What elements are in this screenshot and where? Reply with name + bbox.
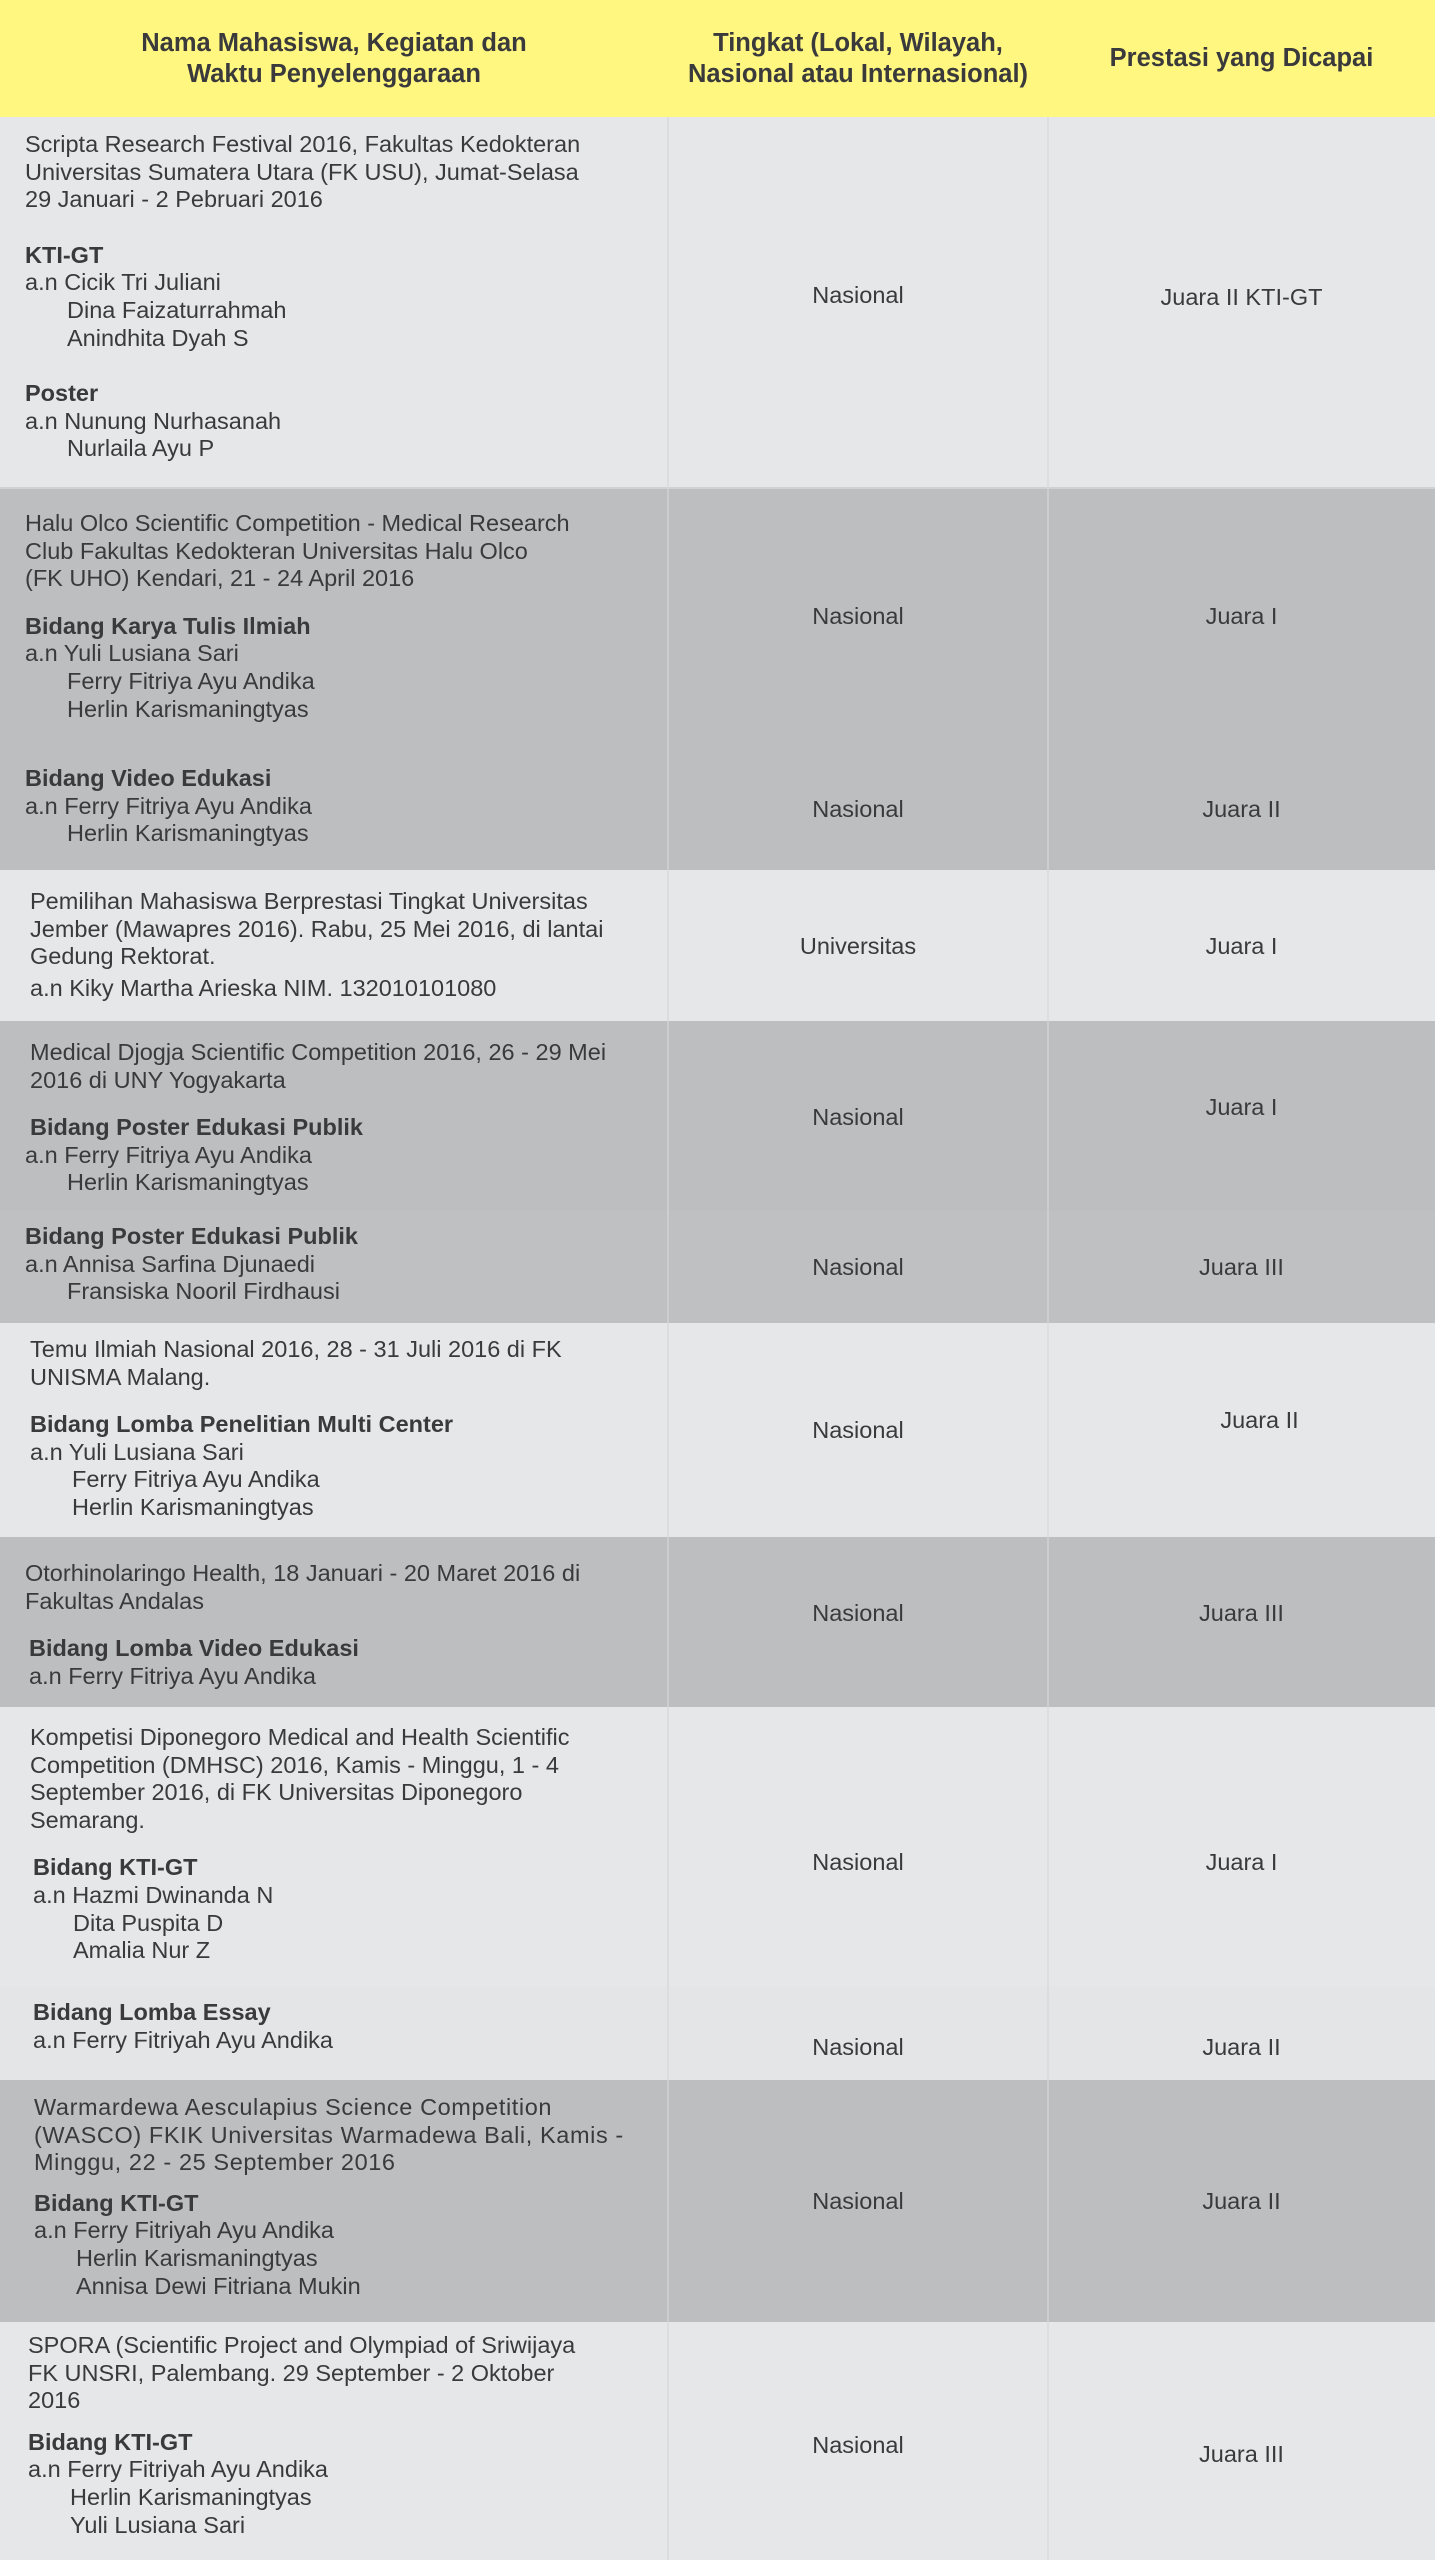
header-achievement: Prestasi yang Dicapai xyxy=(1109,44,1374,72)
activity-cell: Otorhinolaringo Health, 18 Januari - 20 Maret 2016 di Fakultas Andalas Bidang Lomba Video Edukasi a.n Ferry Fitriya Ayu Andika xyxy=(25,1560,637,1690)
column-divider xyxy=(1047,117,1049,2560)
activity-cell: Bidang Poster Edukasi Publik a.n Annisa Sarfina Djunaedi Fransiska Nooril Firdhausi xyxy=(25,1223,637,1306)
activity-cell: Bidang Lomba Essay a.n Ferry Fitriyah Ayu Andika xyxy=(33,1999,645,2054)
table-header xyxy=(0,0,1435,117)
header-name-activity-time: Nama Mahasiswa, Kegiatan dan Waktu Penyelenggaraan xyxy=(141,28,527,88)
category-label: Bidang Lomba Essay xyxy=(33,1999,271,2025)
table-row xyxy=(0,1707,1435,1987)
achievement-cell: Juara II xyxy=(1202,2034,1281,2060)
table-row xyxy=(0,1211,1435,1323)
activity-cell: Warmardewa Aesculapius Science Competition (WASCO) FKIK Universitas Warmadewa Bali, Kamis - Minggu, 22 - 25 September 2016 Bidang KTI-GT a.n Ferry Fitriyah Ayu Andika Herlin Karismaningtyas Annisa Dewi Fitriana Mukin xyxy=(34,2094,634,2300)
achievement-cell: Juara III xyxy=(1199,1254,1284,1280)
activity-cell: Halu Olco Scientific Competition - Medical Research Club Fakultas Kedokteran Universitas Halu Olco (FK UHO) Kendari, 21 - 24 April 2016 Bidang Karya Tulis Ilmiah a.n Yuli Lusiana Sari Ferry Fitriya Ayu Andika Herlin Karismaningtyas xyxy=(25,510,598,723)
activity-cell: Temu Ilmiah Nasional 2016, 28 - 31 Juli 2016 di FK UNISMA Malang. Bidang Lomba Penelitian Multi Center a.n Yuli Lusiana Sari Ferry Fitriya Ayu Andika Herlin Karismaningtyas xyxy=(30,1336,642,1522)
achievement-cell: Juara II xyxy=(1202,796,1281,822)
level-cell: Nasional xyxy=(812,2432,904,2458)
table-row xyxy=(0,1323,1435,1537)
achievement-cell: Juara II KTI-GT xyxy=(1160,284,1323,310)
table-row xyxy=(0,741,1435,870)
level-cell: Nasional xyxy=(812,2034,904,2060)
activity-cell: Medical Djogja Scientific Competition 2016, 26 - 29 Mei 2016 di UNY Yogyakarta Bidang Poster Edukasi Publik a.n Ferry Fitriya Ayu Andika Herlin Karismaningtyas xyxy=(30,1039,642,1197)
level-cell: Nasional xyxy=(812,1254,904,1280)
table-row xyxy=(0,117,1435,488)
achievement-cell: Juara III xyxy=(1199,1600,1284,1626)
category-label: Bidang Lomba Penelitian Multi Center xyxy=(30,1411,454,1438)
activity-cell: SPORA (Scientific Project and Olympiad of Sriwijaya FK UNSRI, Palembang. 29 September - 2 Oktober 2016 Bidang KTI-GT a.n Ferry Fitriyah Ayu Andika Herlin Karismaningtyas Yuli Lusiana Sari xyxy=(28,2332,610,2539)
level-cell: Universitas xyxy=(799,933,917,959)
achievement-cell: Juara II xyxy=(1220,1407,1299,1433)
achievement-cell: Juara III xyxy=(1199,2441,1284,2467)
table-row xyxy=(0,1021,1435,1211)
category-label: Bidang KTI-GT xyxy=(33,1854,198,1881)
category-label: Bidang KTI-GT xyxy=(28,2428,193,2455)
level-cell: Nasional xyxy=(812,1417,904,1443)
category-label: Bidang Poster Edukasi Publik xyxy=(30,1114,363,1141)
level-cell: Nasional xyxy=(812,1104,904,1130)
header-level: Tingkat (Lokal, Wilayah, Nasional atau Internasional) xyxy=(687,28,1029,88)
achievement-cell: Juara II xyxy=(1202,2188,1281,2214)
table-row xyxy=(0,2080,1435,2322)
activity-cell: Scripta Research Festival 2016, Fakultas Kedokteran Universitas Sumatera Utara (FK USU), Jumat-Selasa 29 Januari - 2 Pebruari 2016 KTI-GT a.n Cicik Tri Juliani Dina Faizaturrahmah Anindhita Dyah S Poster a.n Nunung Nurhasanah Nurlaila Ayu P xyxy=(25,131,637,463)
category-label: Bidang KTI-GT xyxy=(34,2189,199,2216)
category-label: KTI-GT xyxy=(25,241,104,268)
level-cell: Nasional xyxy=(812,282,904,308)
activity-cell: Kompetisi Diponegoro Medical and Health Scientific Competition (DMHSC) 2016, Kamis - Minggu, 1 - 4 September 2016, di FK Universitas Diponegoro Semarang. Bidang KTI-GT a.n Hazmi Dwinanda N Dita Puspita D Amalia Nur Z xyxy=(30,1724,598,1965)
activity-cell: Bidang Video Edukasi a.n Ferry Fitriya Ayu Andika Herlin Karismaningtyas xyxy=(25,765,637,848)
level-cell: Nasional xyxy=(812,796,904,822)
activity-cell: Pemilihan Mahasiswa Berprestasi Tingkat Universitas Jember (Mawapres 2016). Rabu, 25 Mei 2016, di lantai Gedung Rektorat. a.n Kiky Martha Arieska NIM. 132010101080 xyxy=(30,888,604,1001)
category-label: Poster xyxy=(25,380,99,407)
category-label: Bidang Video Edukasi xyxy=(25,765,272,791)
table-row xyxy=(0,870,1435,1021)
table-row xyxy=(0,1987,1435,2080)
table-row xyxy=(0,1537,1435,1707)
level-cell: Nasional xyxy=(812,2188,904,2214)
category-label: Bidang Lomba Video Edukasi xyxy=(29,1635,359,1662)
level-cell: Nasional xyxy=(812,1849,904,1875)
level-cell: Nasional xyxy=(812,1600,904,1626)
category-label: Bidang Poster Edukasi Publik xyxy=(25,1223,358,1249)
achievement-cell: Juara I xyxy=(1205,1094,1278,1120)
achievement-cell: Juara I xyxy=(1205,1849,1278,1875)
column-divider xyxy=(667,117,669,2560)
table-row xyxy=(0,2322,1435,2560)
level-cell: Nasional xyxy=(812,603,904,629)
category-label: Bidang Karya Tulis Ilmiah xyxy=(25,612,311,639)
achievement-cell: Juara I xyxy=(1205,603,1278,629)
table-row xyxy=(0,489,1435,741)
achievement-cell: Juara I xyxy=(1205,933,1278,959)
